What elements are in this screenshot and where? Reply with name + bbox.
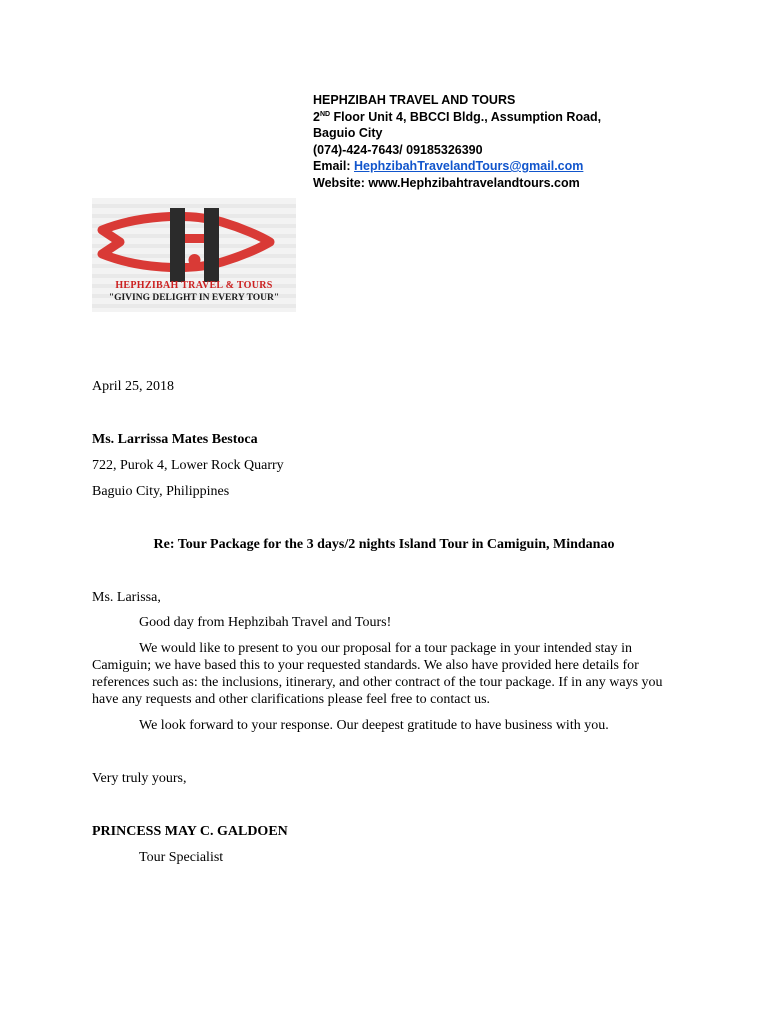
letter-date: April 25, 2018: [92, 379, 175, 394]
recipient-address-line-2: Baguio City, Philippines: [92, 484, 230, 499]
company-name: HEPHZIBAH TRAVEL AND TOURS: [313, 93, 516, 107]
company-logo: [92, 198, 296, 312]
website-label: Website:: [313, 175, 369, 190]
paragraph-proposal: We would like to present to you our proposal for a tour package in your intended stay in Camiguin; we have based this to your requested standards. We also have provided here details for references such as: the inclusions, itinerary, and other contract of the tour package. If in any ways you have any requests and other clarifications please feel free to contact us.: [92, 641, 663, 707]
company-website-line: [313, 175, 643, 192]
logo-title: HEPHZIBAH TRAVEL & TOURS: [115, 280, 273, 291]
company-phone: (074)-424-7643/ 09185326390: [313, 142, 483, 157]
letterhead: [313, 92, 643, 191]
website-value: www.Hephzibahtravelandtours.com: [368, 175, 580, 190]
signatory-title: Tour Specialist: [139, 850, 224, 865]
address-floor-suffix: ND: [319, 110, 331, 118]
address-floor: 2: [313, 109, 320, 124]
paragraph-greeting: Good day from Hephzibah Travel and Tours!: [139, 615, 392, 630]
signatory-name: PRINCESS MAY C. GALDOEN: [92, 824, 288, 839]
email-label: Email:: [313, 159, 354, 173]
company-address: [313, 109, 643, 142]
logo-tagline: "GIVING DELIGHT IN EVERY TOUR": [108, 293, 280, 303]
logo-bar-right: [204, 208, 219, 282]
letter-subject: Re: Tour Package for the 3 days/2 nights Island Tour in Camiguin, Mindanao: [153, 537, 615, 552]
salutation: Ms. Larissa,: [92, 590, 161, 605]
closing: Very truly yours,: [92, 771, 187, 786]
recipient-name: Ms. Larrissa Mates Bestoca: [92, 432, 258, 447]
logo-crossbar: [185, 234, 204, 243]
address-rest: Floor Unit 4, BBCCI Bldg., Assumption Road, Baguio City: [313, 109, 602, 140]
email-link[interactable]: HephzibahTravelandTours@gmail.com: [354, 159, 584, 173]
logo-dot: [189, 254, 201, 266]
company-email-line: [313, 158, 643, 175]
logo-bar-left: [170, 208, 185, 282]
recipient-address-line-1: 722, Purok 4, Lower Rock Quarry: [92, 458, 284, 473]
paragraph-gratitude: We look forward to your response. Our deepest gratitude to have business with you.: [139, 718, 609, 733]
